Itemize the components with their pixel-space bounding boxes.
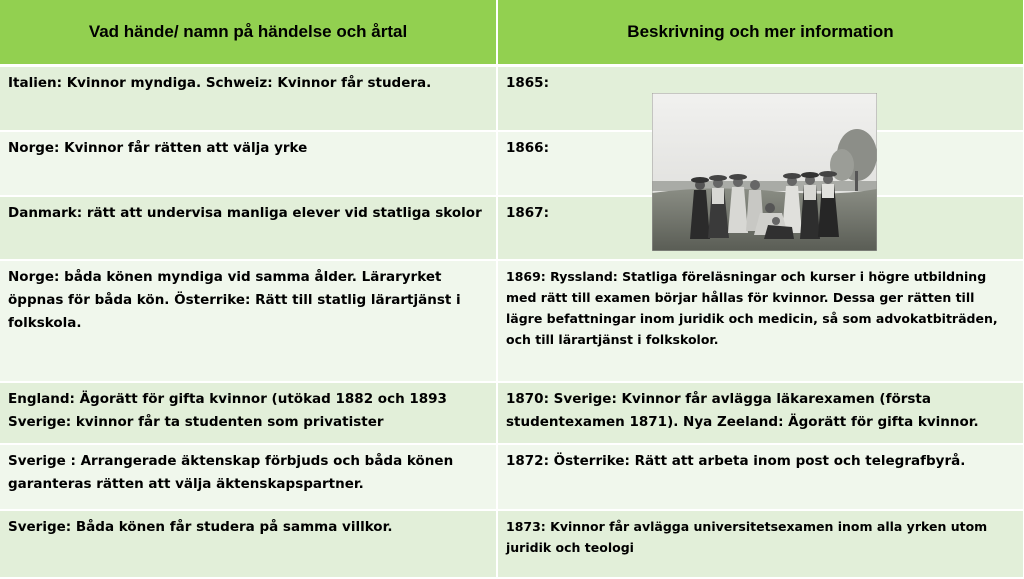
description-cell: 1867:: [497, 196, 1024, 260]
event-cell: Norge: Kvinnor får rätten att välja yrke: [0, 131, 497, 196]
description-cell: 1872: Österrike: Rätt att arbeta inom post och telegrafbyrå.: [497, 444, 1024, 510]
historical-photo-women-group-icon: [652, 93, 877, 251]
event-cell: Norge: båda könen myndiga vid samma ålder. Läraryrket öppnas för båda kön. Österrike: Rätt till statlig lärartjänst i folkskola.: [0, 260, 497, 382]
event-cell: Sverige: Båda könen får studera på samma villkor.: [0, 510, 497, 578]
event-cell: Italien: Kvinnor myndiga. Schweiz: Kvinnor får studera.: [0, 66, 497, 131]
table-row: [0, 260, 1024, 382]
description-cell: 1866:: [497, 131, 1024, 196]
event-cell: Danmark: rätt att undervisa manliga elever vid statliga skolor: [0, 196, 497, 260]
description-cell: 1870: Sverige: Kvinnor får avlägga läkarexamen (första studentexamen 1871). Nya Zeeland: Ägorätt för gifta kvinnor.: [497, 382, 1024, 444]
description-cell: 1869: Ryssland: Statliga föreläsningar och kurser i högre utbildning med rätt till examen börjar hållas för kvinnor. Dessa ger rätten till lägre befattningar inom juridik och medicin, så som advokatbiträden, och till lärartjänst i folkskolor.: [497, 260, 1024, 382]
table-row: [0, 444, 1024, 510]
historical-photo: [652, 93, 877, 251]
description-cell: 1865:: [497, 66, 1024, 131]
event-cell: Sverige : Arrangerade äktenskap förbjuds och båda könen garanteras rätten att välja äktenskapspartner.: [0, 444, 497, 510]
event-cell: England: Ägorätt för gifta kvinnor (utökad 1882 och 1893 Sverige: kvinnor får ta studenten som privatister: [0, 382, 497, 444]
table-row: [0, 510, 1024, 578]
header-row: [0, 0, 1024, 66]
table-row: [0, 382, 1024, 444]
header-description: Beskrivning och mer information: [497, 0, 1024, 66]
description-cell: 1873: Kvinnor får avlägga universitetsexamen inom alla yrken utom juridik och teologi: [497, 510, 1024, 578]
header-event: Vad hände/ namn på händelse och årtal: [0, 0, 497, 66]
